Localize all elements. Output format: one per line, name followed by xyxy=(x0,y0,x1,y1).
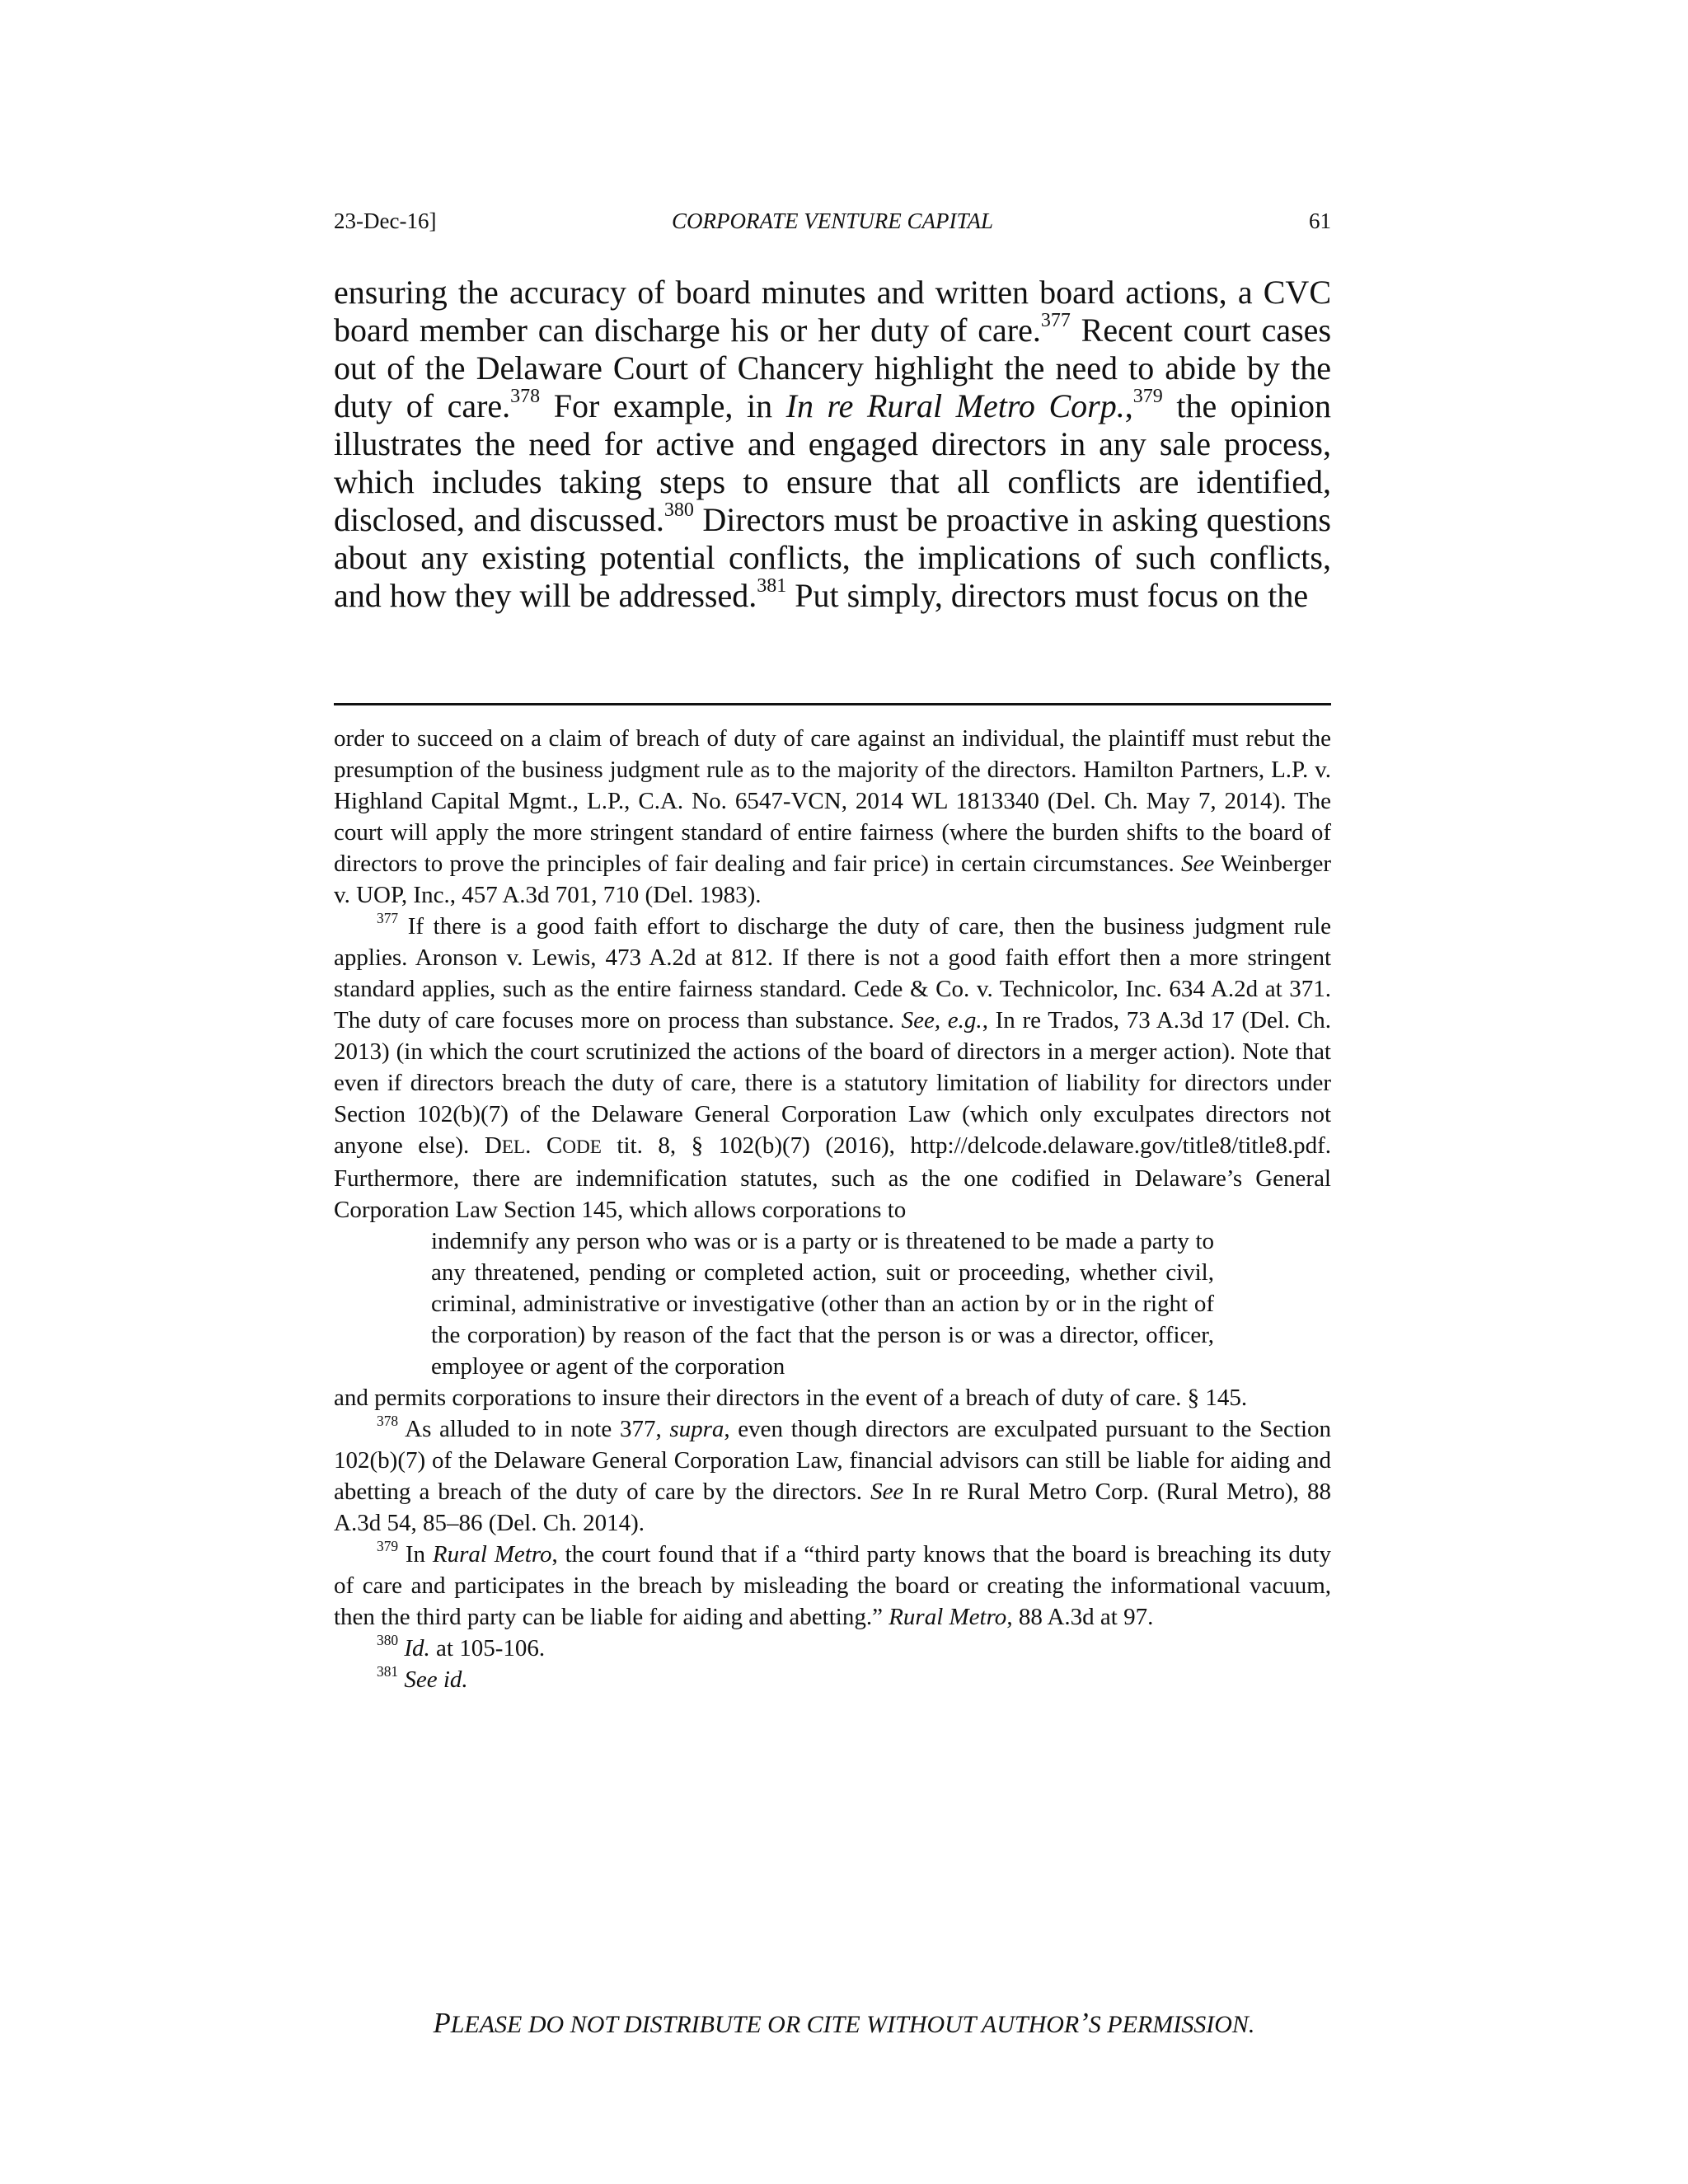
case-name: Rural Metro xyxy=(432,1541,552,1568)
footnote-number: 380 xyxy=(377,1631,399,1648)
footnote-text: In re Rural Metro Corp. (Rural Metro), 88 A.3d 54, 85–86 (Del. Ch. 2014). xyxy=(334,1479,1331,1536)
footnote-ref-380: 380 xyxy=(663,499,694,521)
footnote-376-continued xyxy=(334,723,1331,911)
footnote-379 xyxy=(334,1539,1331,1633)
footnote-ref-379: 379 xyxy=(1132,386,1163,407)
footnote-text: tit. 8, § 102(b)(7) (2016), http://delcode.delaware.gov/title8/title8.pdf. Furthermore, there are indemnification statutes, such as the one codified in Delaware’s General Corporation Law Section 145, which allows corporations to xyxy=(334,1132,1331,1223)
footnote-377 xyxy=(334,911,1331,1226)
footnote-text: , the court found that if a “third party knows that the board is breaching its duty of care and participates in the breach by misleading the board or creating the informational vacuum, then the third party can be liable for aiding and abetting.” xyxy=(334,1541,1331,1630)
footnote-text: Weinberger v. UOP, Inc., 457 A.3d 701, 710 (Del. 1983). xyxy=(334,851,1331,908)
signal-id: Id. xyxy=(404,1635,430,1661)
footnote-ref-377: 377 xyxy=(1040,310,1071,331)
small-caps-text: EL xyxy=(501,1137,526,1158)
distribution-notice xyxy=(0,2007,1688,2041)
footnote-ref-378: 378 xyxy=(510,386,541,407)
small-caps-text: D xyxy=(484,1132,502,1159)
body-sentence: Put simply, directors must focus on the xyxy=(786,577,1309,614)
footnote-number: 377 xyxy=(377,909,399,926)
footnote-381 xyxy=(334,1664,1331,1695)
signal-see-eg: See, e.g. xyxy=(901,1007,982,1033)
block-quote: indemnify any person who was or is a party or is threatened to be made a party to any threatened, pending or completed action, suit or proceeding, whether civil, criminal, administrative or investigative (other than an action by or in the right of the corporation) by reason of the fact that the person is or was a director, officer, employee or agent of the corporation xyxy=(431,1228,1214,1380)
footnote-separator xyxy=(334,703,1331,705)
running-header xyxy=(334,204,1331,237)
case-name: Rural Metro xyxy=(889,1604,1007,1630)
footnote-text: In xyxy=(398,1541,433,1568)
footnote-text: As alluded to in note 377, xyxy=(398,1416,670,1442)
footnote-text: , 88 A.3d at 97. xyxy=(1006,1604,1154,1630)
signal-see: See xyxy=(870,1479,904,1505)
body-sentence: Directors must be proactive in asking questions about any existing potential conflicts, the implications of such conflicts, and how they will be addressed. xyxy=(334,501,1332,614)
small-caps-text: PERMISSION. xyxy=(1100,2011,1255,2038)
page-number: 61 xyxy=(1309,209,1331,233)
footnote-ref-381: 381 xyxy=(757,575,787,597)
signal-see: See xyxy=(1180,851,1215,877)
header-title: CORPORATE VENTURE CAPITAL xyxy=(672,209,993,233)
footnotes-section xyxy=(334,723,1331,1695)
footnote-text: If there is a good faith effort to discharge the duty of care, then the business judgment rule applies. Aronson v. Lewis, 473 A.2d at 812. If there is not a good faith effort then a more stringent standard applies, such as the entire fairness standard. Cede & Co. v. Technicolor, Inc. 634 A.2d at 371. The duty of care focuses more on process than substance. xyxy=(334,913,1331,1033)
header-date: 23-Dec-16] xyxy=(334,209,437,233)
small-caps-text: S xyxy=(1088,2011,1101,2038)
body-punct: , xyxy=(1124,387,1133,424)
small-caps-text: ’ xyxy=(1079,2008,1089,2039)
small-caps-text: LEASE DO NOT DISTRIBUTE OR CITE WITHOUT AUTHOR xyxy=(450,2011,1080,2038)
footnote-380 xyxy=(334,1633,1331,1664)
body-sentence: For example, in xyxy=(540,387,786,424)
signal-supra: supra xyxy=(669,1416,724,1442)
footnote-number: 379 xyxy=(377,1537,399,1554)
footnote-text: . xyxy=(525,1132,546,1159)
footnote-377-after-quote: and permits corporations to insure their directors in the event of a breach of duty of care. § 145. xyxy=(334,1385,1248,1411)
footnote-number: 381 xyxy=(377,1662,399,1680)
footnote-text: order to succeed on a claim of breach of duty of care against an individual, the plaintiff must rebut the presumption of the business judgment rule as to the majority of the directors. Hamilton Partners, L.P. v. Highland Capital Mgmt., L.P., C.A. No. 6547-VCN, 2014 WL 1813340 (Del. Ch. May 7, 2014). The court will apply the more stringent standard of entire fairness (where the burden shifts to the board of directors to prove the principles of fair dealing and fair price) in certain circumstances. xyxy=(334,725,1331,877)
signal-see-id: See id. xyxy=(404,1666,468,1693)
footnote-number: 378 xyxy=(377,1412,399,1429)
body-sentence: the opinion illustrates the need for active and engaged directors in any sale process, which includes taking steps to ensure that all conflicts are identified, disclosed, and discussed. xyxy=(334,387,1331,538)
small-caps-text: C xyxy=(546,1132,563,1159)
body-sentence: Recent court cases out of the Delaware Court of Chancery highlight the need to abide by the duty of care. xyxy=(334,312,1332,424)
footnote-text: , even though directors are exculpated pursuant to the Section 102(b)(7) of the Delaware General Corporation Law, financial advisors can still be liable for aiding and abetting a breach of the duty of care by the directors. xyxy=(334,1416,1332,1505)
case-name: In re Rural Metro Corp. xyxy=(785,387,1125,424)
small-caps-text: ODE xyxy=(562,1137,602,1158)
footnote-text: at 105-106. xyxy=(429,1635,546,1661)
body-sentence: ensuring the accuracy of board minutes and written board actions, a CVC board member can discharge his or her duty of care. xyxy=(334,274,1331,349)
footnote-378 xyxy=(334,1413,1331,1539)
footnote-text: , In re Trados, 73 A.3d 17 (Del. Ch. 2013) (in which the court scrutinized the actions of the board of directors in a merger action). Note that even if directors breach the duty of care, there is a statutory limitation of liability for directors under Section 102(b)(7) of the Delaware General Corporation Law (which only exculpates directors not anyone else). xyxy=(334,1007,1331,1159)
main-paragraph xyxy=(334,274,1331,615)
small-caps-text: P xyxy=(433,2008,451,2039)
